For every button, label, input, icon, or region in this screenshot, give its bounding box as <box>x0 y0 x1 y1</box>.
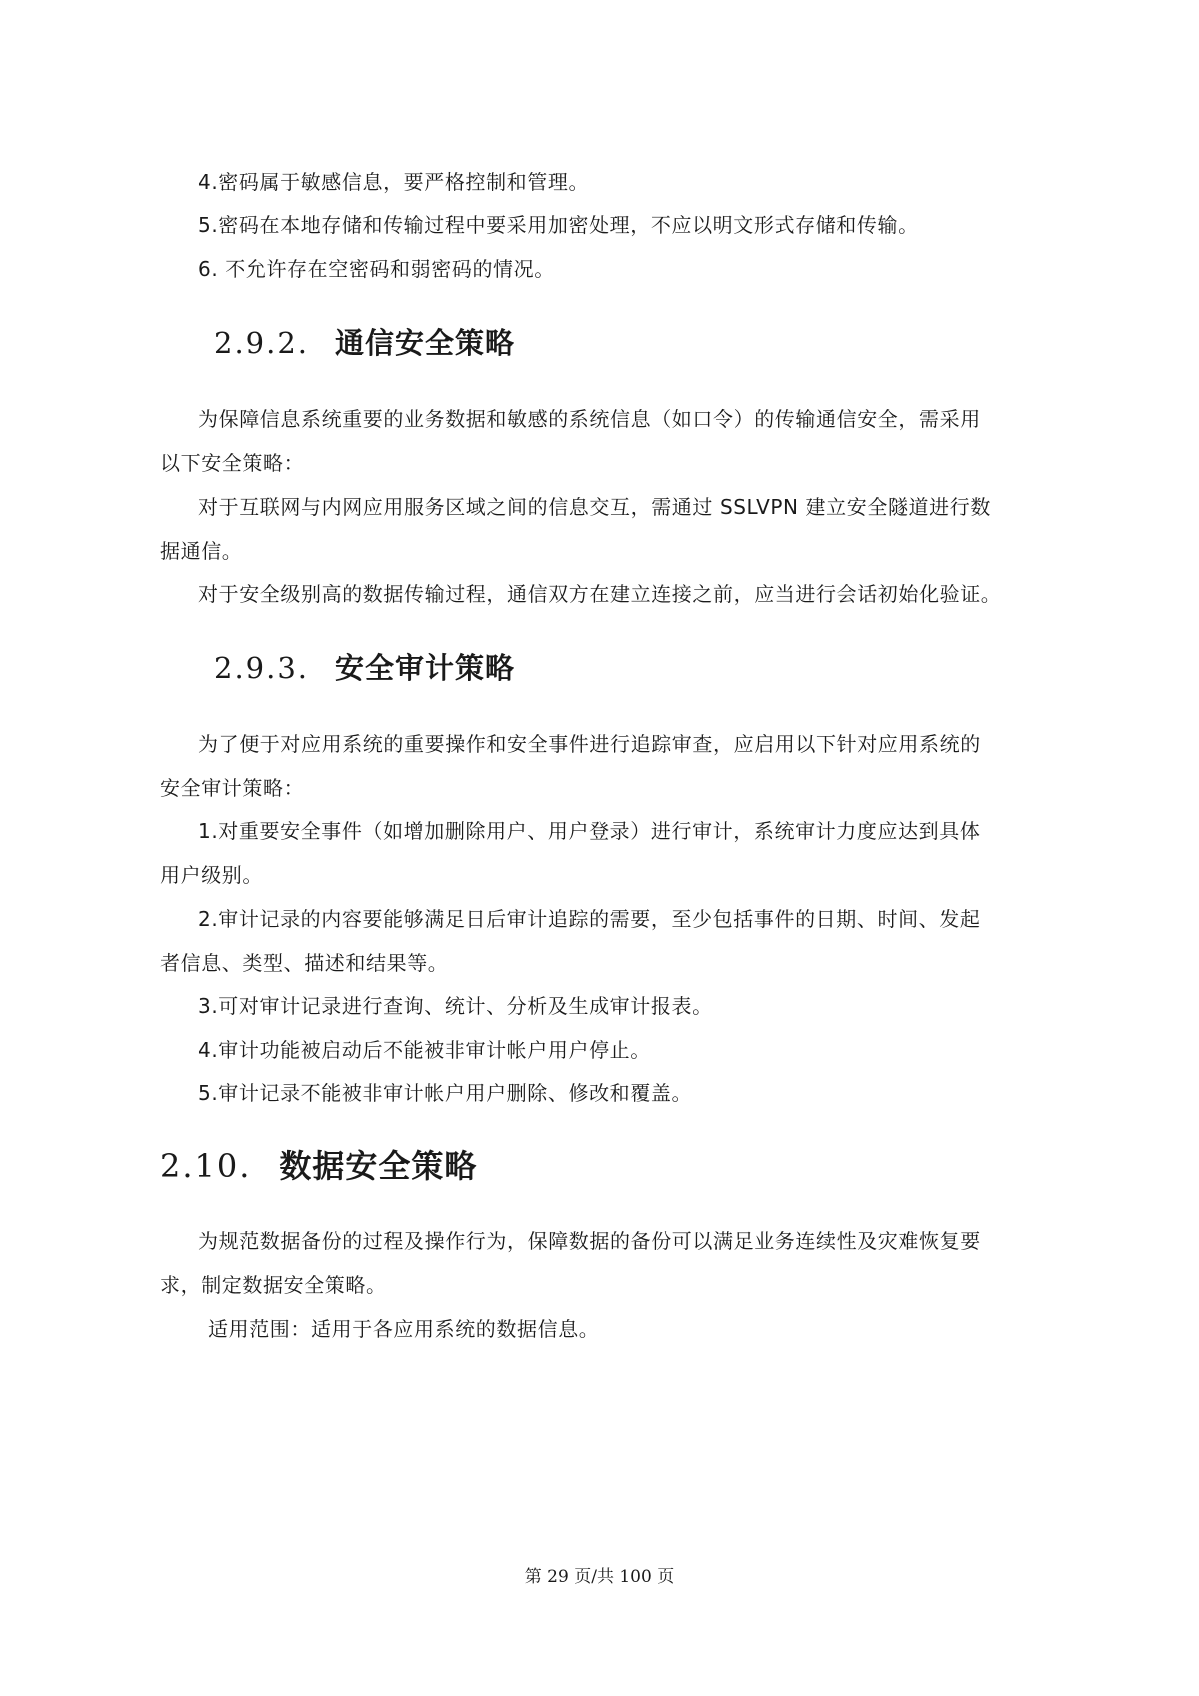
list-item: 2.审计记录的内容要能够满足日后审计追踪的需要，至少包括事件的日期、时间、发起 <box>198 907 981 931</box>
paragraph-line: 以下安全策略： <box>160 451 305 475</box>
paragraph-line: 对于安全级别高的数据传输过程，通信双方在建立连接之前，应当进行会话初始化验证。 <box>198 582 1002 606</box>
paragraph-line: 对于互联网与内网应用服务区域之间的信息交互，需通过 SSLVPN 建立安全隧道进行数 <box>198 495 991 519</box>
paragraph-line: 求，制定数据安全策略。 <box>160 1273 387 1297</box>
list-item-continuation: 者信息、类型、描述和结果等。 <box>160 951 449 975</box>
paragraph-line: 为保障信息系统重要的业务数据和敏感的系统信息（如口令）的传输通信安全，需采用 <box>198 407 981 431</box>
section-title: 通信安全策略 <box>335 326 516 360</box>
list-item: 3.可对审计记录进行查询、统计、分析及生成审计报表。 <box>198 994 713 1018</box>
paragraph-line: 适用范围：适用于各应用系统的数据信息。 <box>208 1317 600 1341</box>
list-item: 4.审计功能被启动后不能被非审计帐户用户停止。 <box>198 1038 651 1062</box>
page-footer: 第 29 页/共 100 页 <box>524 1567 675 1587</box>
list-item: 1.对重要安全事件（如增加删除用户、用户登录）进行审计，系统审计力度应达到具体 <box>198 819 981 843</box>
section-number: 2.9.2. <box>214 326 310 360</box>
list-item-continuation: 用户级别。 <box>160 863 263 887</box>
list-item: 5.审计记录不能被非审计帐户用户删除、修改和覆盖。 <box>198 1081 693 1105</box>
list-item: 4.密码属于敏感信息，要严格控制和管理。 <box>198 170 590 194</box>
section-heading-2-9-3 <box>214 650 515 686</box>
list-item: 5.密码在本地存储和传输过程中要采用加密处理，不应以明文形式存储和传输。 <box>198 213 919 237</box>
paragraph-line: 据通信。 <box>160 539 243 563</box>
section-title: 安全审计策略 <box>335 651 516 685</box>
section-heading-2-10 <box>160 1146 477 1186</box>
section-number: 2.9.3. <box>214 651 310 685</box>
list-item: 6. 不允许存在空密码和弱密码的情况。 <box>198 257 555 281</box>
paragraph-line: 为了便于对应用系统的重要操作和安全事件进行追踪审查，应启用以下针对应用系统的 <box>198 732 981 756</box>
section-number: 2.10. <box>160 1147 252 1185</box>
paragraph-line: 安全审计策略： <box>160 776 305 800</box>
section-title: 数据安全策略 <box>279 1147 478 1185</box>
section-heading-2-9-2 <box>214 325 515 361</box>
paragraph-line: 为规范数据备份的过程及操作行为，保障数据的备份可以满足业务连续性及灾难恢复要 <box>198 1229 981 1253</box>
